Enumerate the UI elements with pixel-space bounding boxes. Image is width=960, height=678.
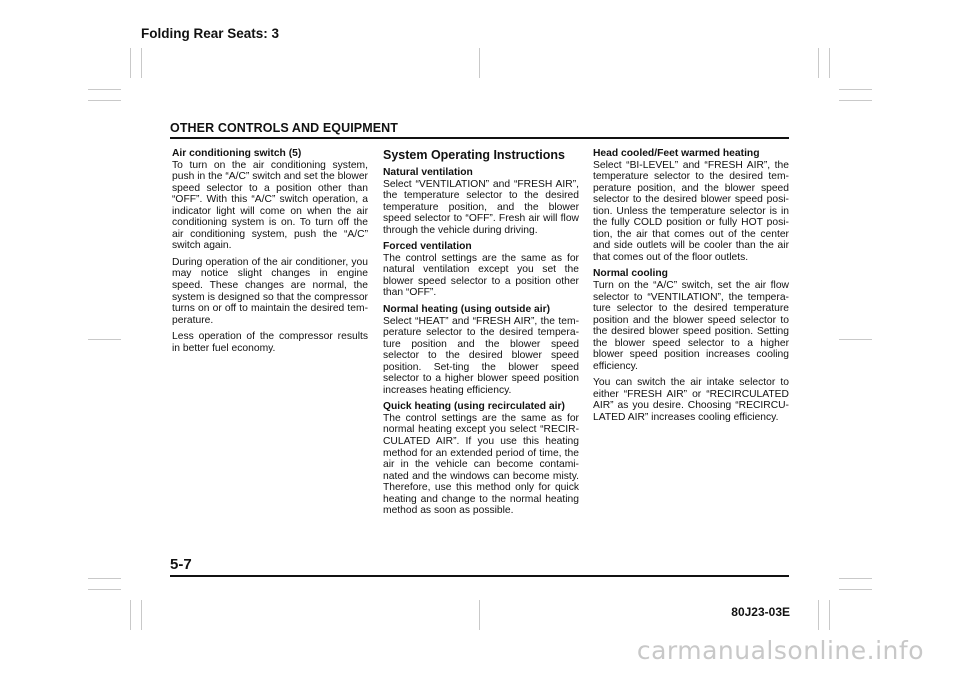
head-cooled-text: Select “BI-LEVEL” and “FRESH AIR”, the temperature selector to the desired tem-perature position, and the blower speed selector to the desired blower speed posi-tion. Unless the temperature selector is in the fully COLD position or fully HOT posi-tion, the air that comes out of the center and side outlets will be cooler than the air that comes out of the floor outlets. bbox=[593, 159, 789, 263]
normal-cooling-heading: Normal cooling bbox=[593, 268, 668, 280]
watermark: carmanualsonline.info bbox=[636, 636, 924, 665]
crop-mark bbox=[479, 600, 480, 630]
crop-mark bbox=[839, 89, 872, 90]
crop-mark bbox=[818, 48, 819, 78]
ac-switch-text: To turn on the air conditioning system, push in the “A/C” switch and set the blower speed selector to a position other than “OFF”. With this “A/C” switch operation, a indicator light will come on when the air conditioning system is on. To turn off the air conditioning system, push the “A/C” switch again. bbox=[172, 159, 368, 252]
crop-mark bbox=[829, 48, 830, 78]
running-header: Folding Rear Seats: 3 bbox=[141, 26, 280, 41]
page-number: 5-7 bbox=[170, 556, 192, 573]
crop-mark bbox=[141, 600, 142, 630]
crop-mark bbox=[479, 48, 480, 78]
ac-switch-heading: Air conditioning switch (5) bbox=[172, 148, 302, 159]
normal-cooling-text: Turn on the “A/C” switch, set the air flow selector to “VENTILATION”, the tempera-ture selector to the desired temperature position and the blower speed selector to the desired blower speed position. Setting the blower speed selector to a higher blower speed position increases cooling efficiency. bbox=[593, 280, 789, 372]
economy-paragraph: Less operation of the compressor results in better fuel economy. bbox=[172, 331, 368, 354]
crop-mark bbox=[839, 339, 872, 340]
quick-heating-heading: Quick heating (using recirculated air) bbox=[383, 401, 565, 413]
crop-mark bbox=[88, 589, 121, 590]
head-cooled-heading: Head cooled/Feet warmed heating bbox=[593, 148, 760, 159]
crop-mark bbox=[839, 100, 872, 101]
ac-switch-paragraph bbox=[172, 148, 368, 252]
column-2 bbox=[383, 148, 579, 522]
natural-ventilation-paragraph bbox=[383, 167, 579, 236]
normal-heating-heading: Normal heating (using outside air) bbox=[383, 304, 551, 316]
crop-mark bbox=[829, 600, 830, 630]
quick-heating-paragraph bbox=[383, 401, 579, 516]
normal-cooling-paragraph bbox=[593, 268, 789, 372]
changes-paragraph: During operation of the air conditioner, you may notice slight changes in engine speed. These changes are normal, the system is designed so that the compressor turns on or off to maintain the desired tem-perature. bbox=[172, 256, 368, 326]
section-title: OTHER CONTROLS AND EQUIPMENT bbox=[170, 121, 399, 135]
crop-mark bbox=[88, 339, 121, 340]
forced-ventilation-text: The control settings are the same as for natural ventilation except you set the blower speed selector to a position other than “OFF”. bbox=[383, 252, 579, 299]
quick-heating-text: The control settings are the same as for normal heating except you select “RECIR-CULATED AIR”. If you use this heating method for an extended period of time, the air in the vehicle can become contami-nated and the windows can become misty. Therefore, use this method only for quick heating and change to the normal heating method as soon as possible. bbox=[383, 412, 579, 517]
head-cooled-paragraph bbox=[593, 148, 789, 263]
air-intake-paragraph: You can switch the air intake selector to either “FRESH AIR” or “RECIRCULATED AIR” as you desire. Choosing “RECIRCU-LATED AIR” increases cooling efficiency. bbox=[593, 377, 789, 424]
crop-mark bbox=[141, 48, 142, 78]
crop-mark bbox=[839, 578, 872, 579]
crop-mark bbox=[88, 89, 121, 90]
natural-ventilation-heading: Natural ventilation bbox=[383, 167, 473, 178]
normal-heating-paragraph bbox=[383, 304, 579, 396]
crop-mark bbox=[130, 600, 131, 630]
header-rule bbox=[170, 137, 789, 139]
column-1 bbox=[172, 148, 368, 359]
normal-heating-text: Select “HEAT” and “FRESH AIR”, the tem-perature selector to the desired tempera-ture position and the blower speed selector to the desired blower speed position. Set-ting the blower speed selector to a higher blower speed position increases heating efficiency. bbox=[383, 315, 579, 396]
crop-mark bbox=[818, 600, 819, 630]
crop-mark bbox=[88, 578, 121, 579]
column-3 bbox=[593, 148, 789, 429]
footer-rule bbox=[170, 575, 789, 577]
forced-ventilation-heading: Forced ventilation bbox=[383, 241, 472, 253]
document-code: 80J23-03E bbox=[731, 605, 790, 619]
natural-ventilation-text: Select “VENTILATION” and “FRESH AIR”, the temperature selector to the desired temperature position, and the blower speed selector to “OFF”. Fresh air will flow through the vehicle during driving. bbox=[383, 178, 579, 236]
crop-mark bbox=[88, 100, 121, 101]
forced-ventilation-paragraph bbox=[383, 241, 579, 299]
crop-mark bbox=[839, 589, 872, 590]
system-operating-heading: System Operating Instructions bbox=[383, 148, 565, 162]
crop-mark bbox=[130, 48, 131, 78]
